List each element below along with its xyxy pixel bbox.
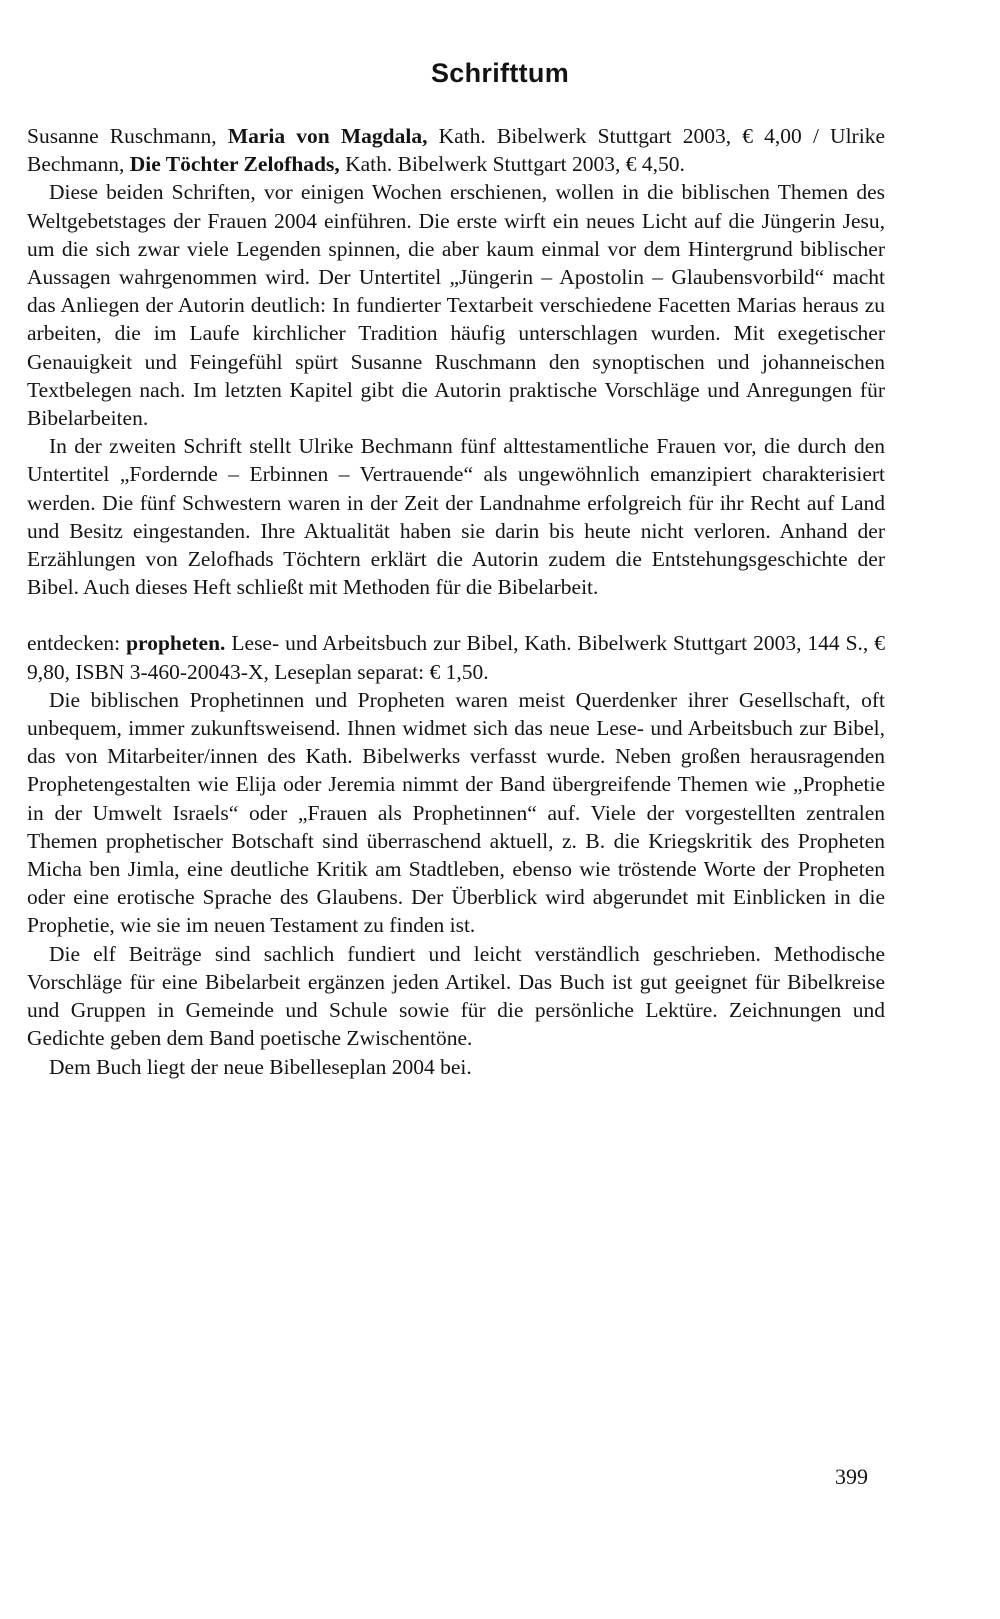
article-body: [27, 122, 885, 1081]
citation-1-publisher: Kath. Bibelwerk Stuttgart 2003, € 4,00 / Ulrike Bechmann,: [27, 124, 885, 177]
review-2-paragraph-1: Die biblischen Prophetinnen und Propheten waren meist Querdenker ihrer Gesellschaft, oft unbequem, immer zukunftsweisend. Ihnen widmet sich das neue Lese- und Arbeitsbuch zur Bibel, das von Mitarbeiter/innen des Kath. Bibelwerks verfasst wurde. Neben großen herausragenden Prophetengestalten wie Elija oder Jeremia nimmt der Band übergreifende Themen wie „Prophetie in der Umwelt Israels“ oder „Frauen als Prophetinnen“ auf. Viele der vorgestellten zentralen Themen prophetischer Botschaft sind überraschend aktuell, z. B. die Kriegskritik des Propheten Micha ben Jimla, eine deutliche Kritik am Stadtleben, ebenso wie tröstende Worte der Propheten oder eine erotische Sprache des Glaubens. Der Überblick wird abgerundet mit Einblicken in die Prophetie, wie sie im neuen Testament zu finden ist.: [27, 687, 885, 938]
citation-1-title: Maria von Magdala,: [227, 124, 428, 148]
citation-2-publisher: Kath. Bibelwerk Stuttgart 2003, € 4,50.: [339, 152, 685, 177]
page-number: 399: [835, 1464, 868, 1489]
review-2-paragraph-2: Die elf Beiträge sind sachlich fundiert und leicht verständlich geschrieben. Methodische Vorschläge für eine Bibelarbeit ergänzen jeden Artikel. Das Buch ist gut geeignet für Bibelkreise und Gruppen in Gemeinde und Schule sowie für die persönliche Lektüre. Zeichnungen und Gedichte geben dem Band poetische Zwischentöne.: [27, 941, 885, 1051]
citation-3-publisher: Lese- und Arbeitsbuch zur Bibel, Kath. Bibelwerk Stuttgart 2003, 144 S., € 9,80, ISBN 3-460-20043-X, Leseplan separat: € 1,50.: [27, 631, 885, 684]
citation-3: [27, 629, 885, 685]
citation-1-author: Susanne Ruschmann,: [27, 124, 228, 148]
citation-3-title: propheten.: [126, 631, 226, 656]
review-2-paragraph-3: Dem Buch liegt der neue Bibelleseplan 2004 bei.: [49, 1054, 472, 1079]
review-1-paragraph-1: Diese beiden Schriften, vor einigen Wochen erschienen, wollen in die biblischen Themen des Weltgebetstages der Frauen 2004 einführen. Die erste wirft ein neues Licht auf die Jüngerin Jesu, um die sich zwar viele Legenden spinnen, die aber kaum einmal vor dem Hintergrund biblischer Aussagen wahrgenommen wird. Der Untertitel „Jüngerin – Apostolin – Glaubensvorbild“ macht das Anliegen der Autorin deutlich: In fundierter Textarbeit verschiedene Facetten Marias heraus zu arbeiten, die im Laufe kirchlicher Tradition häufig unterschlagen wurden. Mit exegetischer Genauigkeit und Feingefühl spürt Susanne Ruschmann den synoptischen und johanneischen Textbelegen nach. Im letzten Kapitel gibt die Autorin praktische Vorschläge und Anregungen für Bibelarbeiten.: [27, 180, 885, 431]
page-title: Schrifttum: [431, 58, 569, 88]
citation-1: [27, 122, 885, 178]
citation-2-title: Die Töchter Zelofhads,: [129, 152, 340, 177]
citation-3-prefix: entdecken:: [27, 631, 127, 656]
review-1-paragraph-2: In der zweiten Schrift stellt Ulrike Bechmann fünf alttestamentliche Frauen vor, die durch den Untertitel „Fordernde – Erbinnen – Vertrauende“ als ungewöhnlich emanzipiert charakterisiert werden. Die fünf Schwestern waren in der Zeit der Landnahme erfolgreich für ihr Recht auf Land und Besitz eingestanden. Ihre Aktualität haben sie darin bis heute nicht verloren. Anhand der Erzählungen von Zelofhads Töchtern erklärt die Autorin zudem die Entstehungsgeschichte der Bibel. Auch dieses Heft schließt mit Methoden für die Bibelarbeit.: [27, 434, 885, 600]
